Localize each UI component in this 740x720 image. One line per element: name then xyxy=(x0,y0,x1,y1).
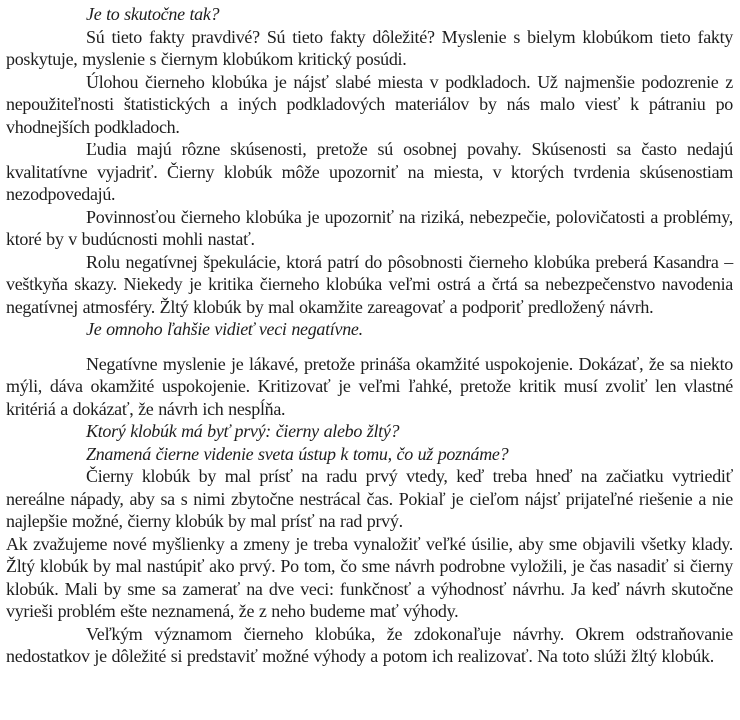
question-line: Ktorý klobúk má byť prvý: čierny alebo žltý? xyxy=(86,421,400,441)
paragraph: Ľudia majú rôzne skúsenosti, pretože sú osobnej povahy. Skúsenosti sa často nedajú kvalitatívne vyjadriť. Čierny klobúk môže upozorniť na miesta, v ktorých tvrdenia skúsenostiam nezodpovedajú. xyxy=(6,139,733,204)
paragraph: Negatívne myslenie je lákavé, pretože prináša okamžité uspokojenie. Dokázať, že sa niekto mýli, dáva okamžité uspokojenie. Kritizovať je veľmi ľahké, pretože kritik musí zvoliť len vlastné kritériá a dokázať, že návrh ich nespĺňa. xyxy=(6,353,733,419)
question-line: Je to skutočne tak? xyxy=(86,4,220,24)
paragraph: Čierny klobúk by mal prísť na radu prvý vtedy, keď treba hneď na začiatku vytriediť nereálne nápady, aby sa s nimi zbytočne nestrácal čas. Pokiaľ je cieľom nájsť prijateľné riešenie a nie najlepšie možné, čierny klobúk by mal prísť na rad prvý. xyxy=(6,466,733,531)
question-line: Je omnoho ľahšie vidieť veci negatívne. xyxy=(86,319,363,339)
paragraph: Povinnosťou čierneho klobúka je upozorniť na riziká, nebezpečie, polovičatosti a problémy, ktoré by v budúcnosti mohli nastať. xyxy=(6,206,733,249)
paragraph: Rolu negatívnej špekulácie, ktorá patrí do pôsobnosti čierneho klobúka preberá Kasandra – veštkyňa skazy. Niekedy je kritika čierneho klobúka veľmi ostrá a črtá sa nebezpečenstvo navodenia negatívnej atmosféry. Žltý klobúk by mal okamžite zareagovať a podporiť predložený návrh. xyxy=(6,251,733,317)
paragraph: Veľkým významom čierneho klobúka, že zdokonaľuje návrhy. Okrem odstraňovanie nedostatkov je dôležité si predstaviť možné výhody a potom ich realizovať. Na toto slúži žltý klobúk. xyxy=(6,623,733,666)
paragraph: Sú tieto fakty pravdivé? Sú tieto fakty dôležité? Myslenie s bielym klobúkom tieto fakty poskytuje, myslenie s čiernym klobúkom kritický posúdi. xyxy=(6,26,733,69)
paragraph: Ak zvažujeme nové myšlienky a zmeny je treba vynaložiť veľké úsilie, aby sme objavili všetky klady. Žltý klobúk by mal nastúpiť ako prvý. Po tom, čo sme návrh podrobne vyložili, je čas nasadiť si čierny klobúk. Mali by sme sa zamerať na dve veci: funkčnosť a výhodnosť návrhu. Ja keď návrh skutočne vyrieši problém ešte neznamená, že z neho budeme mať výhody. xyxy=(6,533,733,621)
paragraph: Úlohou čierneho klobúka je nájsť slabé miesta v podkladoch. Už najmenšie podozrenie z nepoužiteľnosti štatistických a iných podkladových materiálov by nás malo viesť k pátraniu po vhodnejších podkladoch. xyxy=(6,71,733,137)
question-line: Znamená čierne videnie sveta ústup k tomu, čo už poznáme? xyxy=(86,443,509,464)
